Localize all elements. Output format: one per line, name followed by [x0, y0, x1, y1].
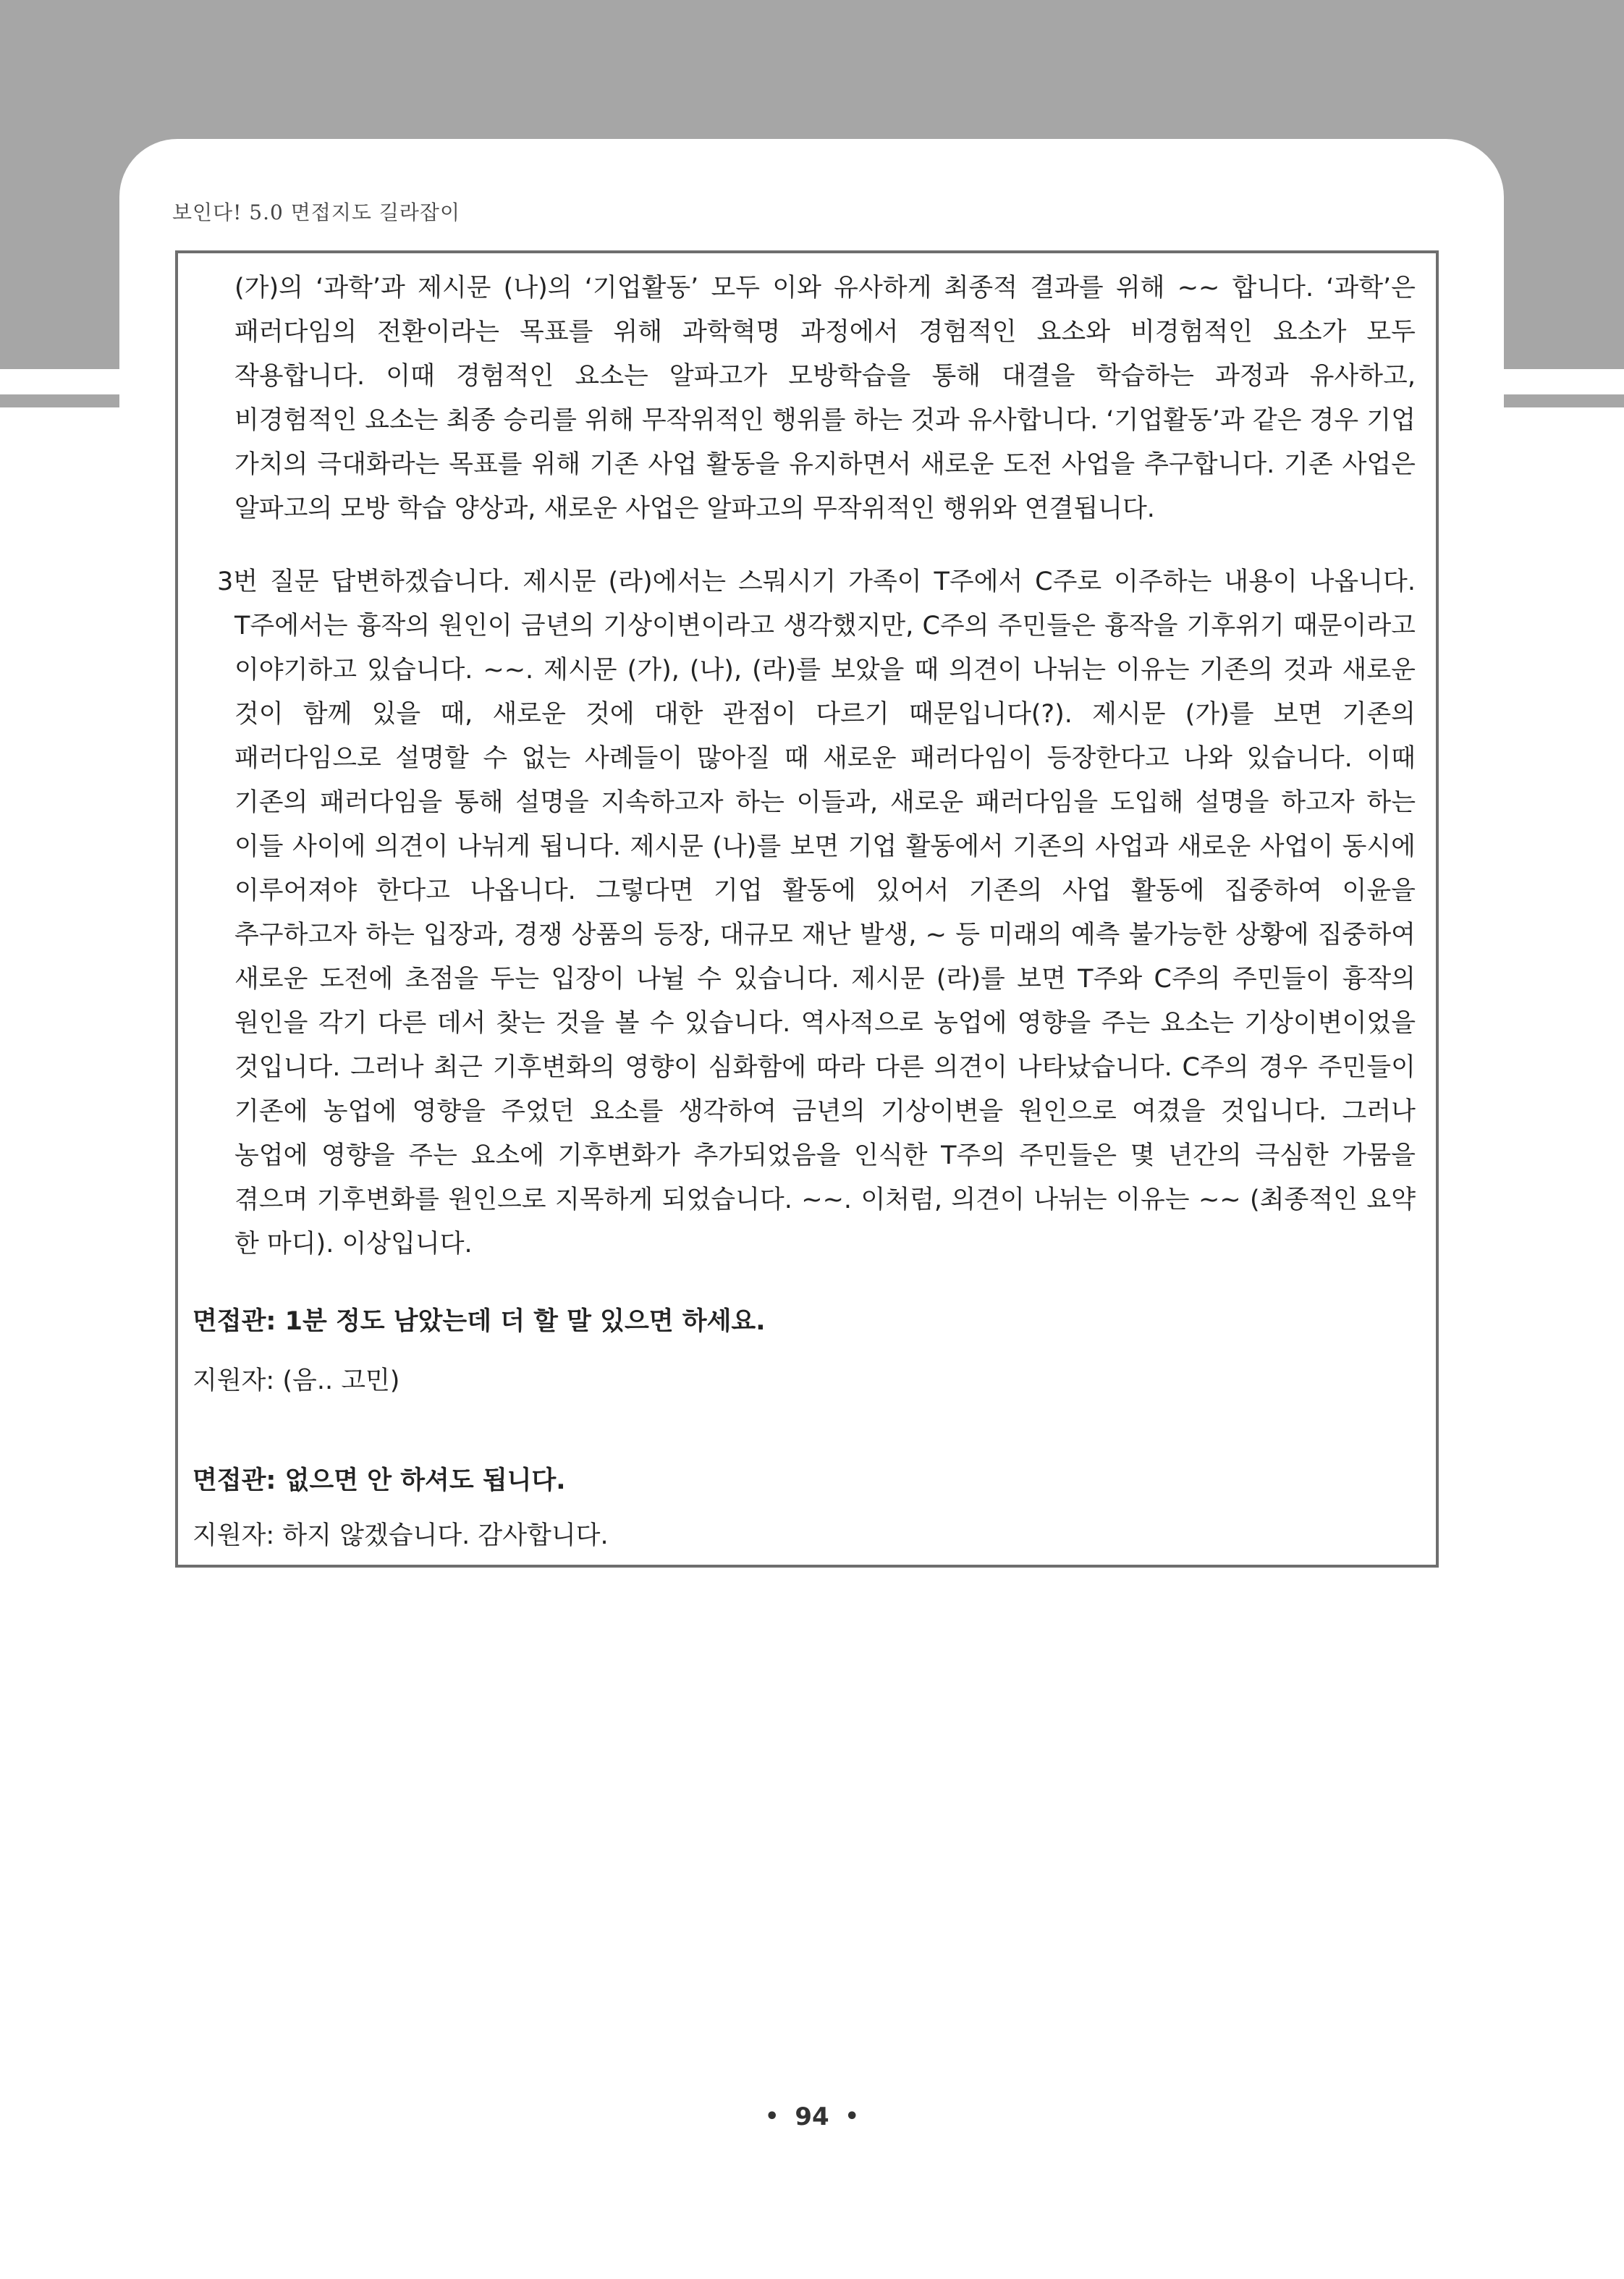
left-side-rule	[0, 394, 119, 407]
transcript-box	[175, 250, 1439, 1568]
interviewer-line-2: 면접관: 없으면 안 하셔도 됩니다.	[193, 1466, 566, 1495]
page-number-footer	[0, 2102, 1624, 2131]
applicant-line-2: 지원자: 하지 않겠습니다. 감사합니다.	[193, 1521, 609, 1550]
bullet-left: •	[765, 2104, 779, 2129]
answer-paragraph-1: (가)의 ‘과학’과 제시문 (나)의 ‘기업활동’ 모두 이와 유사하게 최종적 결과를 위해 ~~ 합니다. ‘과학’은 패러다임의 전환이라는 목표를 위해 과학혁명 과정에서 경험적인 요소와 비경험적인 요소가 모두 작용합니다. 이때 경험적인 요소는 알파고가 모방학습을 통해 대결을 학습하는 과정과 유사하고, 비경험적인 요소는 최종 승리를 위해 무작위적인 행위를 하는 것과 유사합니다. ‘기업활동’과 같은 경우 기업 가치의 극대화라는 목표를 위해 기존 사업 활동을 유지하면서 새로운 도전 사업을 추구합니다. 기존 사업은 알파고의 모방 학습 양상과, 새로운 사업은 알파고의 무작위적인 행위와 연결됩니다.	[234, 274, 1416, 523]
bullet-right: •	[845, 2104, 859, 2129]
right-side-rule	[1504, 394, 1624, 407]
running-head-title: 보인다! 5.0 면접지도 길라잡이	[172, 200, 461, 224]
applicant-line-1: 지원자: (음.. 고민)	[193, 1366, 400, 1395]
answer-paragraph-2: 3번 질문 답변하겠습니다. 제시문 (라)에서는 스뭐시기 가족이 T주에서 C주로 이주하는 내용이 나옵니다. T주에서는 흉작의 원인이 금년의 기상이변이라고 생각했지만, C주의 주민들은 흉작을 기후위기 때문이라고 이야기하고 있습니다. ~~. 제시문 (가), (나), (라)를 보았을 때 의견이 나뉘는 이유는 기존의 것과 새로운 것이 함께 있을 때, 새로운 것에 대한 관점이 다르기 때문입니다(?). 제시문 (가)를 보면 기존의 패러다임으로 설명할 수 없는 사례들이 많아질 때 새로운 패러다임이 등장한다고 나와 있습니다. 이때 기존의 패러다임을 통해 설명을 지속하고자 하는 이들과, 새로운 패러다임을 도입해 설명을 하고자 하는 이들 사이에 의견이 나뉘게 됩니다. 제시문 (나)를 보면 기업 활동에서 기존의 사업과 새로운 사업이 동시에 이루어져야 한다고 나옵니다. 그렇다면 기업 활동에 있어서 기존의 사업 활동에 집중하여 이윤을 추구하고자 하는 입장과, 경쟁 상품의 등장, 대규모 재난 발생, ~ 등 미래의 예측 불가능한 상황에 집중하여 새로운 도전에 초점을 두는 입장이 나뉠 수 있습니다. 제시문 (라)를 보면 T주와 C주의 주민들이 흉작의 원인을 각기 다른 데서 찾는 것을 볼 수 있습니다. 역사적으로 농업에 영향을 주는 요소는 기상이변이었을 것입니다. 그러나 최근 기후변화의 영향이 심화함에 따라 다른 의견이 나타났습니다. C주의 경우 주민들이 기존에 농업에 영향을 주었던 요소를 생각하여 금년의 기상이변을 원인으로 여겼을 것입니다. 그러나 농업에 영향을 주는 요소에 기후변화가 추가되었음을 인식한 T주의 주민들은 몇 년간의 극심한 가뭄을 겪으며 기후변화를 원인으로 지목하게 되었습니다. ~~. 이처럼, 의견이 나뉘는 이유는 ~~ (최종적인 요약 한 마디). 이상입니다.	[217, 567, 1416, 1259]
interviewer-line-1: 면접관: 1분 정도 남았는데 더 할 말 있으면 하세요.	[193, 1307, 766, 1336]
page-number: 94	[795, 2102, 829, 2131]
